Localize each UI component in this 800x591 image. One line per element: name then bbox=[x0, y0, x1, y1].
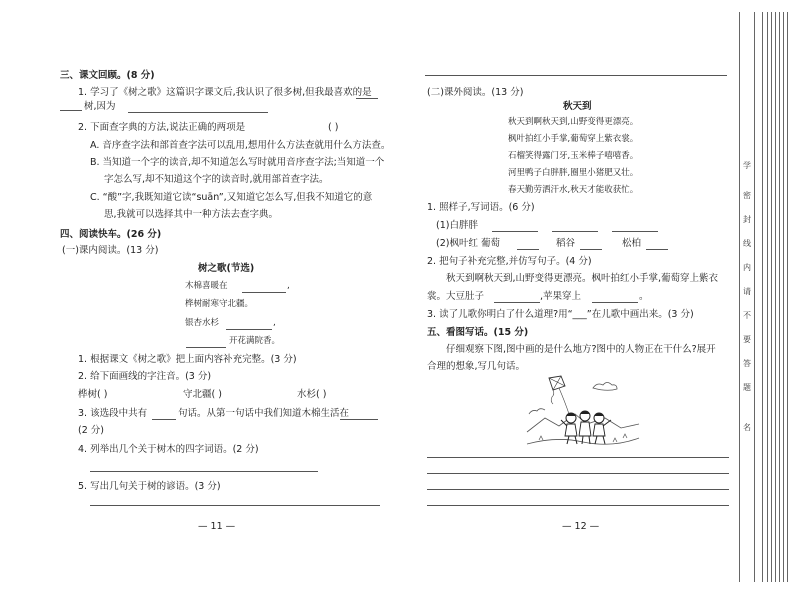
answer-blank[interactable] bbox=[494, 302, 540, 303]
reading-q1: 1. 根据课文《树之歌》把上面内容补充完整。(3 分) bbox=[78, 354, 297, 365]
reading-q3-b: 句话。从第一句话中我们知道木棉生活在 bbox=[178, 408, 350, 419]
answer-blank[interactable] bbox=[552, 231, 598, 232]
outside-q1-a: (1)白胖胖 bbox=[436, 220, 478, 231]
reading-q4: 4. 列举出几个关于树木的四字词语。(2 分) bbox=[78, 444, 259, 455]
writing-line[interactable] bbox=[427, 457, 729, 458]
reading-q3-score: (2 分) bbox=[78, 425, 104, 436]
outside-q2-line2: 裳。大豆肚子 bbox=[427, 291, 485, 302]
poem-line: 春天勤劳洒汗水,秋天才能收获忙。 bbox=[508, 185, 639, 195]
seal-char: 答 bbox=[743, 359, 751, 368]
seal-char: 内 bbox=[743, 263, 751, 272]
outside-q2: 2. 把句子补充完整,并仿写句子。(4 分) bbox=[427, 256, 592, 267]
picture-writing-instruction-1: 仔细观察下图,图中画的是什么地方?图中的人物正在干什么?展开 bbox=[446, 344, 716, 355]
poem-line-3: 银杏水杉 bbox=[185, 318, 220, 328]
option-c-1: C. “酸”字,我既知道它读“suān”,又知道它怎么写,但我不知道它的意 bbox=[90, 192, 373, 203]
picture-writing-instruction-2: 合理的想象,写几句话。 bbox=[427, 361, 526, 372]
q2-answer-bracket[interactable]: ( ) bbox=[328, 122, 339, 133]
reading-q3: 3. 该选段中共有 bbox=[78, 408, 148, 419]
seal-char: 不 bbox=[743, 311, 751, 320]
answer-blank[interactable] bbox=[128, 112, 268, 113]
q1-text-2: 树,因为 bbox=[84, 101, 116, 112]
answer-line[interactable] bbox=[90, 505, 380, 506]
seal-char: 题 bbox=[743, 383, 751, 392]
seal-char: 请 bbox=[743, 287, 751, 296]
outside-q1-b3: 松柏 bbox=[622, 238, 642, 249]
outside-q1-b: (2)枫叶红 葡萄 bbox=[436, 238, 500, 249]
answer-blank[interactable] bbox=[356, 98, 378, 99]
answer-blank[interactable] bbox=[646, 249, 668, 250]
option-c-2: 思,我就可以选择其中一种方法去查字典。 bbox=[104, 209, 279, 220]
seal-char: 密 bbox=[743, 191, 751, 200]
answer-line[interactable] bbox=[90, 471, 318, 472]
section-5-title: 五、看图写话。(15 分) bbox=[427, 327, 529, 338]
seal-char: 名 bbox=[743, 423, 751, 432]
poem-line-4: 开花满院香。 bbox=[229, 336, 281, 346]
section-3-title: 三、课文回顾。(8 分) bbox=[60, 70, 155, 81]
poem-line: 河里鸭子白胖胖,圈里小猪肥又壮。 bbox=[508, 168, 639, 178]
poem-line: 秋天到啊秋天到,山野变得更漂亮。 bbox=[508, 117, 639, 127]
seal-char: 要 bbox=[743, 335, 751, 344]
answer-blank[interactable] bbox=[60, 110, 82, 111]
pinyin-huashu[interactable]: 桦树( ) bbox=[78, 389, 108, 400]
option-a: A. 音序查字法和部首查字法可以乱用,想用什么方法查就用什么方法查。 bbox=[90, 140, 391, 151]
answer-blank[interactable] bbox=[152, 419, 176, 420]
section-4-title: 四、阅读快车。(26 分) bbox=[60, 229, 162, 240]
subsection-2-title: (二)课外阅读。(13 分) bbox=[427, 87, 524, 98]
writing-line[interactable] bbox=[427, 489, 729, 490]
poem-title-autumn: 秋天到 bbox=[563, 101, 592, 112]
answer-blank[interactable] bbox=[492, 231, 538, 232]
outside-q2-line2b: ,苹果穿上 bbox=[540, 291, 582, 302]
poem-blank[interactable] bbox=[242, 292, 286, 293]
seal-char: 线 bbox=[743, 239, 751, 248]
page-number-11: — 11 — bbox=[198, 521, 236, 532]
outside-q1: 1. 照样子,写词语。(6 分) bbox=[427, 202, 535, 213]
answer-blank[interactable] bbox=[580, 249, 602, 250]
answer-blank[interactable] bbox=[340, 419, 378, 420]
poem-line-1: 木棉喜暖在 bbox=[185, 281, 228, 291]
answer-blank[interactable] bbox=[517, 249, 539, 250]
reading-q5: 5. 写出几句关于树的谚语。(3 分) bbox=[78, 481, 221, 492]
poem-line-2: 桦树耐寒守北疆。 bbox=[185, 299, 254, 309]
writing-line[interactable] bbox=[427, 505, 729, 506]
outside-q2-line1: 秋天到啊秋天到,山野变得更漂亮。枫叶拍红小手掌,葡萄穿上紫衣 bbox=[446, 273, 719, 284]
writing-line[interactable] bbox=[427, 473, 729, 474]
answer-blank[interactable] bbox=[612, 231, 658, 232]
seal-char: 学 bbox=[743, 161, 751, 170]
page-number-12: — 12 — bbox=[562, 521, 600, 532]
pinyin-shoubeijiang[interactable]: 守北疆( ) bbox=[183, 389, 222, 400]
poem-blank[interactable] bbox=[226, 329, 272, 330]
outside-q1-b2: 稻谷 bbox=[556, 238, 576, 249]
reading-q2: 2. 给下面画线的字注音。(3 分) bbox=[78, 371, 212, 382]
q1-text: 1. 学习了《树之歌》这篇识字课文后,我认识了很多树,但我最喜欢的是 bbox=[78, 87, 372, 98]
poem-blank[interactable] bbox=[186, 347, 226, 348]
option-b-1: B. 当知道一个字的读音,却不知道怎么写时就用音序查字法;当知道一个 bbox=[90, 157, 385, 168]
poem-line: 枫叶拍红小手掌,葡萄穿上紫衣裳。 bbox=[508, 134, 639, 144]
pinyin-shuishan[interactable]: 水杉( ) bbox=[297, 389, 327, 400]
seal-char: 封 bbox=[743, 215, 751, 224]
q2-title: 2. 下面查字典的方法,说法正确的两项是 bbox=[78, 122, 246, 133]
subsection-1-title: (一)课内阅读。(13 分) bbox=[62, 245, 159, 256]
answer-blank[interactable] bbox=[592, 302, 638, 303]
option-b-2: 字怎么写,却不知道这个字的读音时,就用部首查字法。 bbox=[104, 174, 329, 185]
poem-title: 树之歌(节选) bbox=[198, 263, 255, 274]
children-flying-kite-illustration bbox=[525, 374, 641, 448]
poem-line: 石榴笑得露门牙,玉米棒子嘻嘻香。 bbox=[508, 151, 639, 161]
answer-line[interactable] bbox=[425, 75, 727, 76]
outside-q3: 3. 读了儿歌你明白了什么道理?用“___”在儿歌中画出来。(3 分) bbox=[427, 309, 694, 320]
